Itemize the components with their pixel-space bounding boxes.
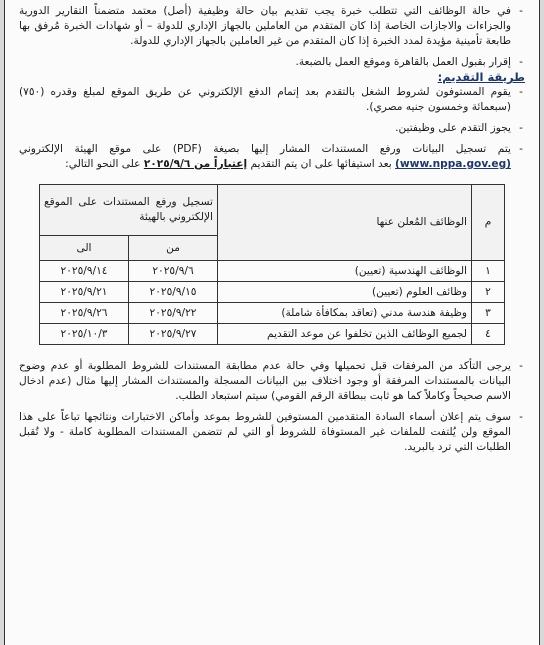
- header-jobs: الوظائف المُعلن عنها: [218, 185, 472, 261]
- registration-instruction: [19, 142, 525, 172]
- registration-after: بعد استيفائها على ان يتم التقديم: [250, 158, 392, 170]
- work-location-acknowledgement: - إقرار بقبول العمل بالقاهرة وموقع العمل بالضبعة.: [19, 55, 525, 70]
- row-job: الوظائف الهندسية (تعيين): [218, 261, 472, 282]
- registration-start-date: إعتباراً من ٢٠٢٥/٩/٦: [143, 158, 248, 170]
- header-number: م: [472, 185, 505, 261]
- document-content: [19, 4, 525, 455]
- header-to: الى: [40, 236, 129, 261]
- row-to-date: ٢٠٢٥/٩/٢٦: [40, 303, 129, 324]
- row-number: ٤: [472, 324, 505, 345]
- table-row: [40, 282, 505, 303]
- row-to-date: ٢٠٢٥/٩/٢١: [40, 282, 129, 303]
- schedule-table: [39, 184, 505, 345]
- table-header-row: [40, 185, 505, 236]
- table-row: [40, 303, 505, 324]
- header-registration: تسجيل ورفع المستندات على الموقع الإلكتروني بالهيئة: [40, 185, 218, 236]
- row-number: ١: [472, 261, 505, 282]
- two-jobs-note: - يجوز التقدم على وظيفتين.: [19, 121, 525, 136]
- registration-tail: على النحو التالي:: [65, 158, 141, 170]
- row-number: ٢: [472, 282, 505, 303]
- table-row: [40, 324, 505, 345]
- row-from-date: ٢٠٢٥/٩/٢٧: [129, 324, 218, 345]
- row-job: وظائف العلوم (تعيين): [218, 282, 472, 303]
- registration-text: يتم تسجيل البيانات ورفع المستندات المشار إليها بصيغة (PDF) على موقع الهيئة الإلكتروني: [19, 143, 511, 155]
- experience-requirement: - في حالة الوظائف التي تتطلب خبرة يجب تقديم بيان حالة وظيفية (أصل) معتمد متضمناً التقارير الدورية والجزاءات والاجازات الخاصة إذا كان المتقدم من العاملين بالجهاز الإداري للدولة – أو شهادات الخبرة مُرفق بها طابعة تأمينية مؤيدة لمدد الخبرة إذا كان المتقدم من غير العاملين بالجهاز الإداري للدولة.: [19, 4, 525, 49]
- row-from-date: ٢٠٢٥/٩/٢٢: [129, 303, 218, 324]
- results-announcement-note: - سوف يتم إعلان أسماء السادة المتقدمين المستوفين للشروط بموعد وأماكن الاختبارات ونتائجها تباعاً على هذا الموقع ولن يُلتفت للملفات غير المستوفاة للشروط أو التي لم تتضمن المستندات المطلوبة كاملة - ولا تُقبل الطلبات التي ترد بالبريد.: [19, 410, 525, 455]
- row-job: لجميع الوظائف الذين تخلفوا عن موعد التقديم: [218, 324, 472, 345]
- apply-method-heading: طريقة التقديم:: [437, 70, 525, 84]
- document-page: [4, 0, 540, 645]
- row-from-date: ٢٠٢٥/٩/١٥: [129, 282, 218, 303]
- row-to-date: ٢٠٢٥/١٠/٣: [40, 324, 129, 345]
- website-link[interactable]: (www.nppa.gov.eg): [395, 158, 511, 170]
- payment-instruction: - يقوم المستوفون لشروط الشغل بالتقدم بعد إتمام الدفع الإلكتروني عن طريق الموقع لمبلغ وقدره (٧٥٠) (سبعمائة وخمسون جنيه مصري).: [19, 85, 525, 115]
- header-from: من: [129, 236, 218, 261]
- row-job: وظيفة هندسة مدني (تعاقد بمكافأة شاملة): [218, 303, 472, 324]
- row-number: ٣: [472, 303, 505, 324]
- row-to-date: ٢٠٢٥/٩/١٤: [40, 261, 129, 282]
- attachments-note: - يرجى التأكد من المرفقات قبل تحميلها وفي حالة عدم مطابقة المستندات للشروط المطلوبة أو عدم وضوح البيانات بالمستندات المرفقة أو وجود اختلاف بين البيانات المسجلة والمستندات المشار إليها مثال (عدم ادخال الاسم صحيحاً وكاملاً كما هو ثابت ببطاقة الرقم القومي) سيتم استبعاد الطلب.: [19, 359, 525, 404]
- row-from-date: ٢٠٢٥/٩/٦: [129, 261, 218, 282]
- table-row: [40, 261, 505, 282]
